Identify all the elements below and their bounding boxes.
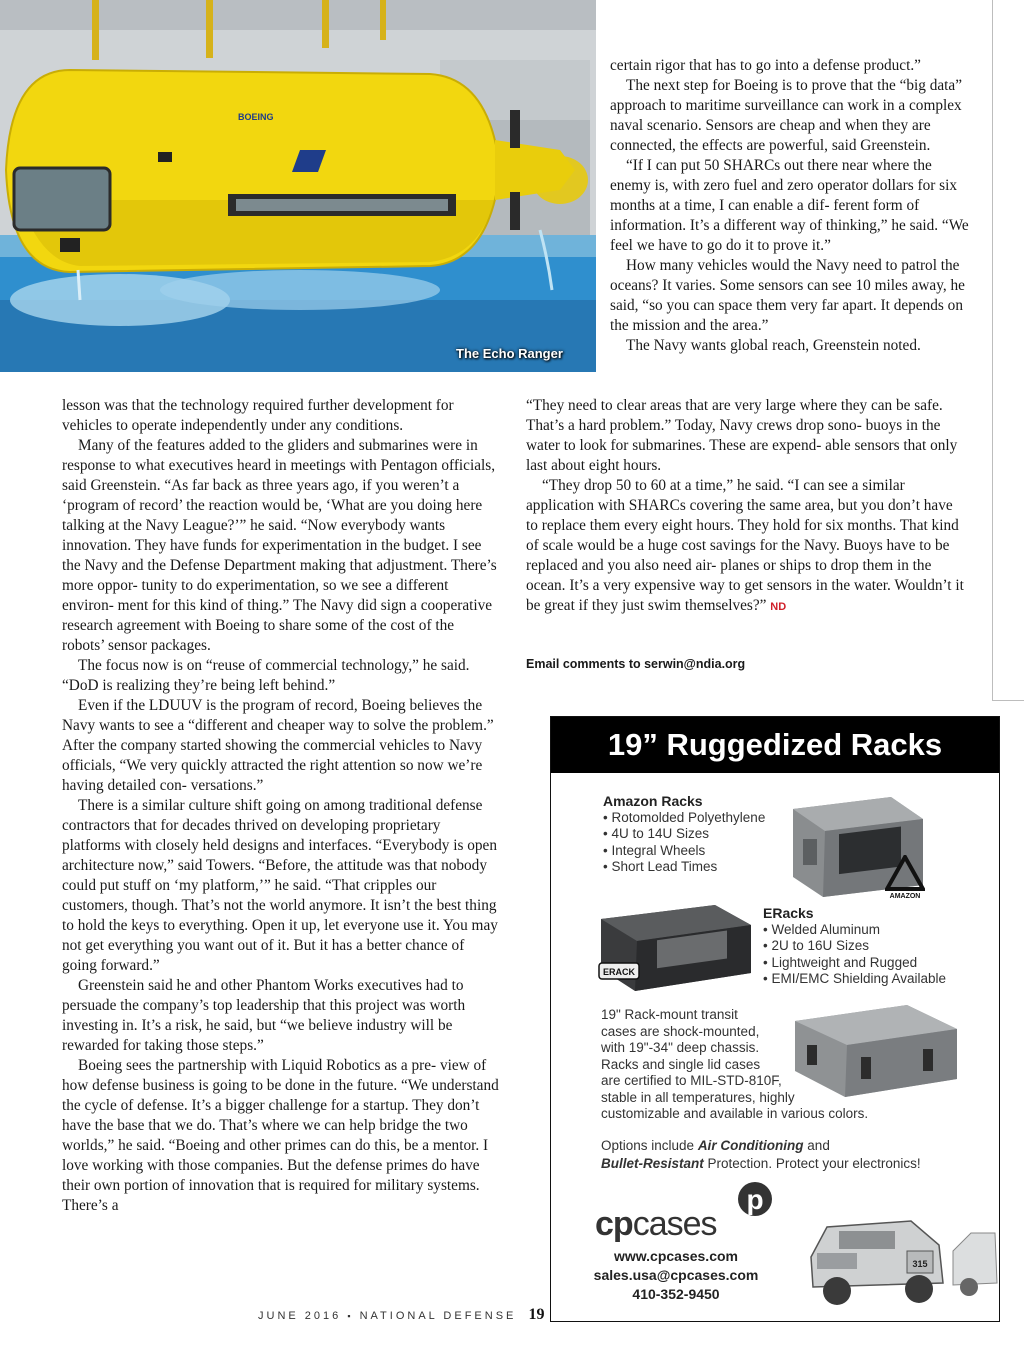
transit-line: customizable and available in various colors. — [601, 1106, 869, 1121]
transit-line: 19" Rack-mount transit — [601, 1007, 738, 1022]
paragraph: There is a similar culture shift going on among traditional defense contractors that for decades thrived on developing proprietary platforms with closely held designs and interfaces. “Everybody is open architecture now,” said Towers. “Before, the attitude was that nobody could put stuff on ‘my platform,’” he said. “That cripples our customers, though. That’s not the world anymore. It isn’t the best thing to hold the keys to everything. Open it up, let everyone use it. You may not get everything you want out of it. But it has a better chance of going forward.” — [62, 797, 498, 974]
page-footer — [258, 1306, 544, 1324]
paragraph: certain rigor that has to go into a defense product.” — [610, 57, 921, 74]
right-column-top — [610, 56, 970, 356]
paragraph: The Navy wants global reach, Greenstein noted. — [626, 337, 921, 354]
boeing-hull-label: BOEING — [238, 112, 274, 122]
amazon-bullet: • Short Lead Times — [603, 859, 718, 874]
paragraph: The focus now is on “reuse of commercial technology,” he said. “DoD is realizing they’re being left behind.” — [62, 657, 470, 694]
options-highlight: Bullet-Resistant — [601, 1156, 704, 1171]
transit-line: stable in all temperatures, highly — [601, 1089, 795, 1105]
phone-number: 410-352-9450 — [632, 1286, 720, 1302]
paragraph-final-text: “They drop 50 to 60 at a time,” he said. “I can see a similar application with SHARCs covering the same area, but you don’t have to replace them every eight hours. They hold for six months. That kind of scale would be a huge cost savings for the Navy. Buoys have to be replaced and you also need air- planes or ships to drop them in the ocean. It’s a very expensive way to get sensors in the water. Wouldn’t it be great if they just swim themselves?” — [526, 477, 964, 614]
amazon-logo-icon — [885, 855, 925, 901]
amazon-bullet: • Rotomolded Polyethylene — [603, 809, 766, 825]
footer-separator: ▪ — [347, 1311, 354, 1321]
options-line-1 — [601, 1137, 921, 1155]
options-text: Protection. Protect your electronics! — [703, 1156, 921, 1171]
end-mark: ND — [770, 601, 787, 613]
amazon-bullet: • 4U to 14U Sizes — [603, 826, 710, 841]
paragraph: Boeing sees the partnership with Liquid Robotics as a pre- view of how defense business is going to be done in the future. “We understand the cycle of defense. It’s a bigger challenge for a startup. They don’t have the base that we do. That’s where we can help bridge the two worlds,” he said. “Boeing and other primes can do this, be a mentor. I love working with those companies. But the defense primes do have their own portion of innovation that is required for military systems. There’s a — [62, 1057, 499, 1214]
paragraph: Greenstein said he and other Phantom Works executives had to persuade the company’s top leadership that this project was worth investing in. It’s a risk, he said, but “we believe industry will be rewarded for taking those steps.” — [62, 977, 466, 1054]
paragraph: “They need to clear areas that are very large where they can be safe. That’s a hard problem.” Today, Navy crews drop sono- buoys in the water to look for submarines. These are expend- able sensors that only last about eight hours. — [526, 397, 958, 474]
transit-line: are certified to MIL-STD-810F, — [601, 1073, 782, 1088]
cpcases-logo-mark-letter: p — [746, 1184, 764, 1215]
cpcases-logo-cases: cases — [632, 1205, 717, 1243]
advertisement — [550, 716, 1000, 1322]
echo-ranger-illustration — [0, 0, 596, 372]
footer-issue: JUNE 2016 — [258, 1310, 342, 1322]
transit-block — [601, 1007, 868, 1123]
humvee-image — [803, 1187, 999, 1319]
email-link[interactable]: sales.usa@cpcases.com — [593, 1267, 759, 1283]
right-column-bottom — [526, 396, 966, 617]
eracks-bullet: • 2U to 16U Sizes — [763, 938, 870, 953]
page-rule-horizontal — [992, 700, 1024, 701]
cpcases-logo — [595, 1205, 717, 1244]
photo-caption: The Echo Ranger — [456, 346, 563, 361]
transit-line: Racks and single lid cases — [601, 1056, 761, 1072]
email-comments-line: Email comments to serwin@ndia.org — [526, 657, 746, 671]
amazon-bullet: • Integral Wheels — [603, 842, 706, 858]
paragraph: lesson was that the technology required further development for vehicles to operate independently under any conditions. — [62, 397, 454, 434]
article-photo — [0, 0, 596, 372]
paragraph-final — [526, 476, 966, 617]
page-number: 19 — [528, 1306, 545, 1323]
options-text: and — [803, 1138, 830, 1153]
cpcases-logo-cp: cp — [595, 1205, 633, 1243]
contact-block — [551, 1247, 801, 1304]
paragraph: The next step for Boeing is to prove that the “big data” approach to maritime surveillance can work in a complex naval scenario. Sensors are cheap and when they are connected, the effects are powerful, said Greenstein. — [610, 77, 963, 154]
paragraph: How many vehicles would the Navy need to patrol the oceans? It varies. Some sensors can see 10 miles away, he said, “so you can space them very far apart. It depends on the mission and the area.” — [610, 257, 965, 334]
transit-line: cases are shock-mounted, — [601, 1023, 760, 1039]
options-text: Options include — [601, 1138, 698, 1153]
paragraph: Many of the features added to the gliders and submarines were in response to what executives heard in meetings with Pentagon officials, said Greenstein. “As far back as three years ago, if you weren’t a ‘program of record’ the reaction would be, ‘What are you doing here talking at the Navy League?’” he said. “Now everybody wants innovation. They have funds for experimentation in the budget. I see the Navy and the Defense Department making that adjustment. There’s more oppor- tunity to do experimentation, so we see a different environ- ment for this kind of thing.” The Navy did sign a cooperative research agreement with Boeing to share some of the cost of the robots’ sensor packages. — [62, 437, 497, 654]
erack-badge-text: ERACK — [602, 967, 636, 977]
eracks-block — [763, 905, 946, 988]
cpcases-logo-mark-icon — [737, 1181, 773, 1221]
website-link[interactable]: www.cpcases.com — [614, 1248, 738, 1264]
eracks-bullet: • Lightweight and Rugged — [763, 954, 918, 970]
humvee-number: 315 — [912, 1259, 928, 1269]
page-rule-vertical — [992, 0, 993, 700]
eracks-bullet: • EMI/EMC Shielding Available — [763, 971, 947, 986]
amazon-badge-text: AMAZON — [889, 893, 921, 900]
options-highlight: Air Conditioning — [697, 1138, 804, 1153]
eracks-bullet: • Welded Aluminum — [763, 921, 881, 937]
ad-headline: 19” Ruggedized Racks — [551, 717, 999, 773]
paragraph: Even if the LDUUV is the program of record, Boeing believes the Navy wants to see a “different and cheaper way to solve the problem.” After the company started showing the commercial vehicles to Navy officials, “We very quickly attracted the right attention so now we’re having detailed con- versations.” — [62, 697, 494, 794]
left-column — [62, 396, 500, 1216]
options-line-2 — [601, 1155, 921, 1173]
eracks-title: ERacks — [763, 905, 814, 921]
amazon-racks-block — [603, 793, 765, 876]
paragraph: “If I can put 50 SHARCs out there near where the enemy is, with zero fuel and zero operator dollars for six months at a time, I can enable a dif- ferent form of information. It’s a different way of thinking,” he said. “We feel we have to go do it to prove it.” — [610, 157, 969, 254]
footer-magazine: NATIONAL DEFENSE — [359, 1310, 517, 1322]
options-block — [601, 1137, 921, 1173]
transit-line: with 19"-34" deep chassis. — [601, 1040, 760, 1055]
amazon-title: Amazon Racks — [603, 793, 703, 809]
erack-case-image — [595, 895, 755, 997]
